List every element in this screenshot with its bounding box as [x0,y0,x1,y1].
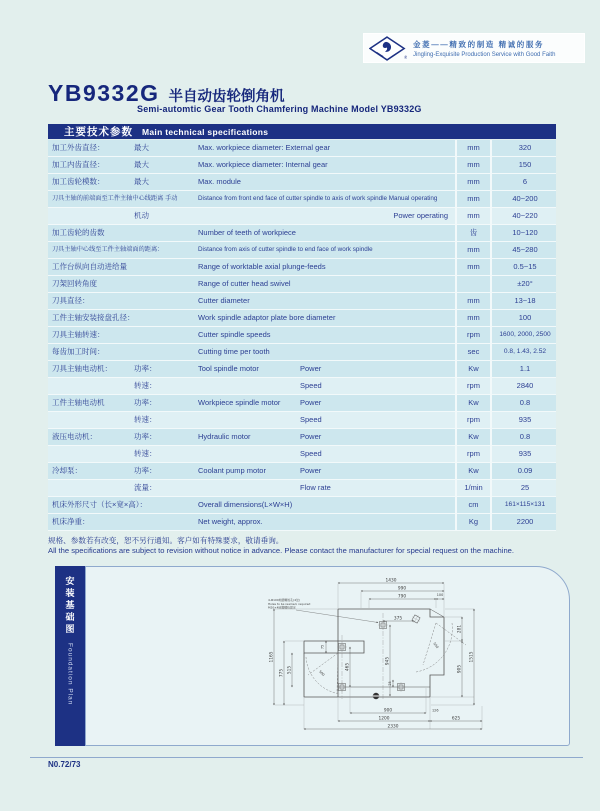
spec-name-cn: 机床净重： [52,517,90,526]
company-slogan [413,39,555,58]
anchor-bolt [410,613,422,625]
table-row [48,276,556,293]
spec-name-en: Distance from front end face of cutter spindle to axis of work spindle Manual operating [198,195,438,202]
spec-name-cn: 工作台纵向自动进给量 [52,262,127,271]
spec-value: 40~200 [512,194,538,203]
svg-text:515: 515 [287,665,293,675]
spec-value: 0.5~15 [513,262,537,271]
spec-name-cn: 刀具主轴的前端面至工件主轴中心线距离 手动 [52,195,178,202]
table-row [48,480,556,497]
spec-sublabel-cn: 转速： [134,449,157,458]
svg-text:500: 500 [318,669,326,677]
table-row [48,463,556,480]
svg-text:25: 25 [388,681,392,686]
spec-sublabel-cn: 功率： [134,466,157,475]
svg-text:790: 790 [397,594,407,600]
foundation-plan-drawing [266,575,511,737]
dimension-lines-bottom [304,688,482,730]
spec-sublabel-cn: 最大 [134,143,149,152]
foundation-label-cn: 安装基础图 [64,576,75,636]
spec-sublabel-cn: 转速： [134,381,157,390]
svg-text:1200: 1200 [378,716,390,722]
spec-value: 935 [518,449,532,458]
spec-name-cn: 工件主轴安装接盘孔径： [52,313,135,322]
spec-unit: rpm [455,378,492,394]
spec-value: 935 [518,415,532,424]
svg-text:375: 375 [393,616,403,622]
page-title [48,80,285,107]
spec-unit: 1/min [455,480,492,496]
spec-value: ±20° [517,279,533,288]
svg-text:100: 100 [436,592,444,597]
anchor-bolt [337,642,347,652]
anchor-bolt [337,682,347,692]
table-row [48,344,556,361]
machine-outline [304,609,444,697]
svg-text:945: 945 [385,656,391,666]
dimension-lines-left [268,609,337,705]
spec-sublabel-cn: 机动 [134,211,149,220]
spec-sublabel-en: Power [300,432,322,441]
page-number: N0.72/73 [48,760,81,769]
spec-sublabel-en: Flow rate [300,483,331,492]
spec-unit: Kw [455,463,492,479]
spec-name-en: Cutter spindle speeds [198,330,271,339]
spec-name-en: Hydraulic motor [198,432,251,441]
table-row [48,225,556,242]
anchor-bolt [396,682,406,692]
spec-unit: mm [455,140,492,156]
spec-name-cn: 液压电动机： [52,432,97,441]
svg-text:281: 281 [457,624,463,634]
spec-value: 40~220 [512,211,538,220]
svg-text:775: 775 [279,668,285,678]
dimension-lines-top [338,578,444,616]
svg-text:1430: 1430 [385,578,397,584]
spec-value: 10~120 [512,228,538,237]
spec-sublabel-en: Power [300,466,322,475]
spec-sublabel-cn: 最大 [134,160,149,169]
spec-name-cn: 刀具主轴中心线至工件主轴端面的距离： [52,246,164,253]
svg-text:465: 465 [345,662,351,672]
spec-sublabel-en: Power operating [393,211,448,220]
svg-text:2330: 2330 [387,724,399,730]
spec-name-en: Max. workpiece diameter: Internal gear [198,160,328,169]
machine-name-en: Semi-automtic Gear Tooth Chamfering Machine Model YB9332G [137,104,422,114]
spec-unit: mm [455,259,492,275]
spec-sublabel-cn: 转速： [134,415,157,424]
spec-name-en: Workpiece spindle motor [198,398,281,407]
foundation-plan-section [55,566,570,746]
spec-unit: mm [455,191,492,207]
table-row [48,429,556,446]
spec-name-en: Work spindle adaptor plate bore diameter [198,313,336,322]
spec-value: 1600, 2000, 2500 [499,331,551,338]
note-english: All the specifications are subject to revision without notice in advance. Please contact the manufacturer for special request on the machine. [48,546,515,555]
footer-divider [30,757,583,758]
foundation-label-en: Foundation Plan [66,643,74,706]
table-row [48,327,556,344]
spec-name-cn: 加工齿轮的齿数 [52,228,105,237]
spec-unit: sec [455,344,492,360]
dimension-lines-right [431,609,474,705]
spec-name-cn: 刀具主轴转速： [52,330,105,339]
spec-name-en: Coolant pump motor [198,466,266,475]
company-logo-icon [369,36,407,61]
bolt-annotation [268,597,378,623]
table-row [48,446,556,463]
svg-text:75: 75 [320,644,325,650]
drain-hole [373,693,379,699]
svg-text:905: 905 [457,664,463,674]
spec-name-en: Cutting time per tooth [198,347,270,356]
foundation-plan-box [85,566,570,746]
svg-text:4-Φ100地脚螺栓孔(4处): 4-Φ100地脚螺栓孔(4处) [268,598,301,602]
spec-unit: rpm [455,412,492,428]
machine-model: YB9332G [48,80,160,106]
svg-text:625: 625 [451,716,461,722]
spec-sublabel-en: Speed [300,449,322,458]
spec-name-en: Net weight, approx. [198,517,263,526]
table-row [48,378,556,395]
spec-value: 25 [520,483,530,492]
spec-value: 1.1 [519,364,531,373]
spec-name-en: Cutter diameter [198,296,250,305]
spec-value: 161×115×131 [504,501,546,508]
spec-name-cn: 机床外形尺寸（长×宽×高）： [52,500,148,509]
spec-name-cn: 刀架回转角度 [52,279,97,288]
spec-name-cn: 刀具主轴电动机： [52,364,112,373]
spec-value: 2200 [516,517,534,526]
spec-table [48,140,556,531]
spec-unit: mm [455,293,492,309]
spec-sublabel-cn: 功率： [134,432,157,441]
svg-text:®: ® [404,54,407,60]
table-row [48,242,556,259]
spec-name-en: Range of cutter head swivel [198,279,291,288]
spec-value: 0.09 [517,466,533,475]
spec-name-en: Max. module [198,177,241,186]
header-slogan-box [363,33,585,63]
table-row [48,412,556,429]
machine-name-cn: 半自动齿轮倒角机 [168,89,285,105]
spec-name-cn: 加工内齿直径： [52,160,105,169]
spec-unit: cm [455,497,492,513]
spec-unit: mm [455,157,492,173]
spec-name-cn: 加工齿轮模数： [52,177,105,186]
spec-unit: rpm [455,327,492,343]
spec-name-cn: 加工外齿直径： [52,143,105,152]
spec-unit: mm [455,208,492,224]
spec-name-cn: 每齿加工时间： [52,347,105,356]
spec-name-en: Tool spindle motor [198,364,259,373]
spec-unit: mm [455,242,492,258]
spec-unit: Kw [455,429,492,445]
table-row [48,310,556,327]
spec-value: 0.8 [519,432,531,441]
table-row [48,395,556,412]
foundation-plan-sidebar [55,566,85,746]
section-title-cn: 主要技术参数 [64,126,133,138]
anchor-bolt [378,620,388,630]
table-row [48,497,556,514]
spec-unit: Kw [455,395,492,411]
spec-name-cn: 工件主轴电动机 [52,398,105,407]
spec-unit: Kw [455,361,492,377]
table-row [48,157,556,174]
spec-value: 0.8 [519,398,531,407]
svg-text:126: 126 [432,708,439,713]
spec-unit: Kg [455,514,492,530]
spec-sublabel-en: Power [300,398,322,407]
slogan-chinese: 金菱——精致的制造 精诚的服务 [413,39,545,49]
table-row [48,174,556,191]
spec-name-en: Number of teeth of workpiece [198,228,296,237]
spec-name-cn: 冷却泵： [52,466,82,475]
spec-sublabel-cn: 流量： [134,483,157,492]
section-header-bar [48,124,556,139]
spec-value: 0.8, 1.43, 2.52 [503,348,547,355]
spec-value: 100 [518,313,532,322]
table-row [48,140,556,157]
table-row [48,361,556,378]
spec-unit: mm [455,310,492,326]
spec-value: 2840 [516,381,534,390]
table-row [48,259,556,276]
dimension-lines-inner [344,616,414,696]
svg-text:990: 990 [397,586,407,592]
section-title-en: Main technical specifications [142,126,269,137]
spec-value: 6 [522,177,528,186]
table-row [48,208,556,225]
spec-sublabel-en: Speed [300,381,322,390]
spec-value: 13~18 [514,296,536,305]
spec-sublabel-cn: 最大 [134,177,149,186]
spec-unit [455,276,492,292]
spec-value: 45~280 [512,245,538,254]
spec-value: 320 [518,143,532,152]
spec-sublabel-en: Power [300,364,322,373]
table-row [48,191,556,208]
svg-text:1165: 1165 [269,651,275,663]
spec-unit: mm [455,174,492,190]
spec-unit: 齿 [455,225,492,241]
spec-name-en: Range of worktable axial plunge-feeds [198,262,326,271]
spec-name-en: Overall dimensions(L×W×H) [198,500,293,509]
spec-sublabel-cn: 功率： [134,398,157,407]
spec-value: 150 [518,160,532,169]
spec-name-en: Max. workpiece diameter: External gear [198,143,331,152]
note-chinese: 规格、参数若有改变，恕不另行通知。客户如有特殊要求，敬请垂询。 [48,536,284,545]
swivel-arc-left [306,653,340,694]
svg-text:Holes to be reamed, required: Holes to be reamed, required [268,601,311,606]
table-row [48,293,556,310]
spec-name-en: Distance from axis of cutter spindle to end face of work spindle [198,246,373,253]
spec-sublabel-cn: 功率： [134,364,157,373]
svg-text:1515: 1515 [469,651,475,663]
spec-sublabel-en: Speed [300,415,322,424]
slogan-english: Jingling-Exquisite Production Service with Good Faith [413,51,556,58]
svg-text:900: 900 [383,708,393,714]
svg-text:500: 500 [432,641,440,650]
svg-text:M20×4地脚螺栓固定: M20×4地脚螺栓固定 [268,605,296,610]
spec-name-cn: 刀具直径： [52,296,90,305]
table-row [48,514,556,531]
spec-unit: rpm [455,446,492,462]
